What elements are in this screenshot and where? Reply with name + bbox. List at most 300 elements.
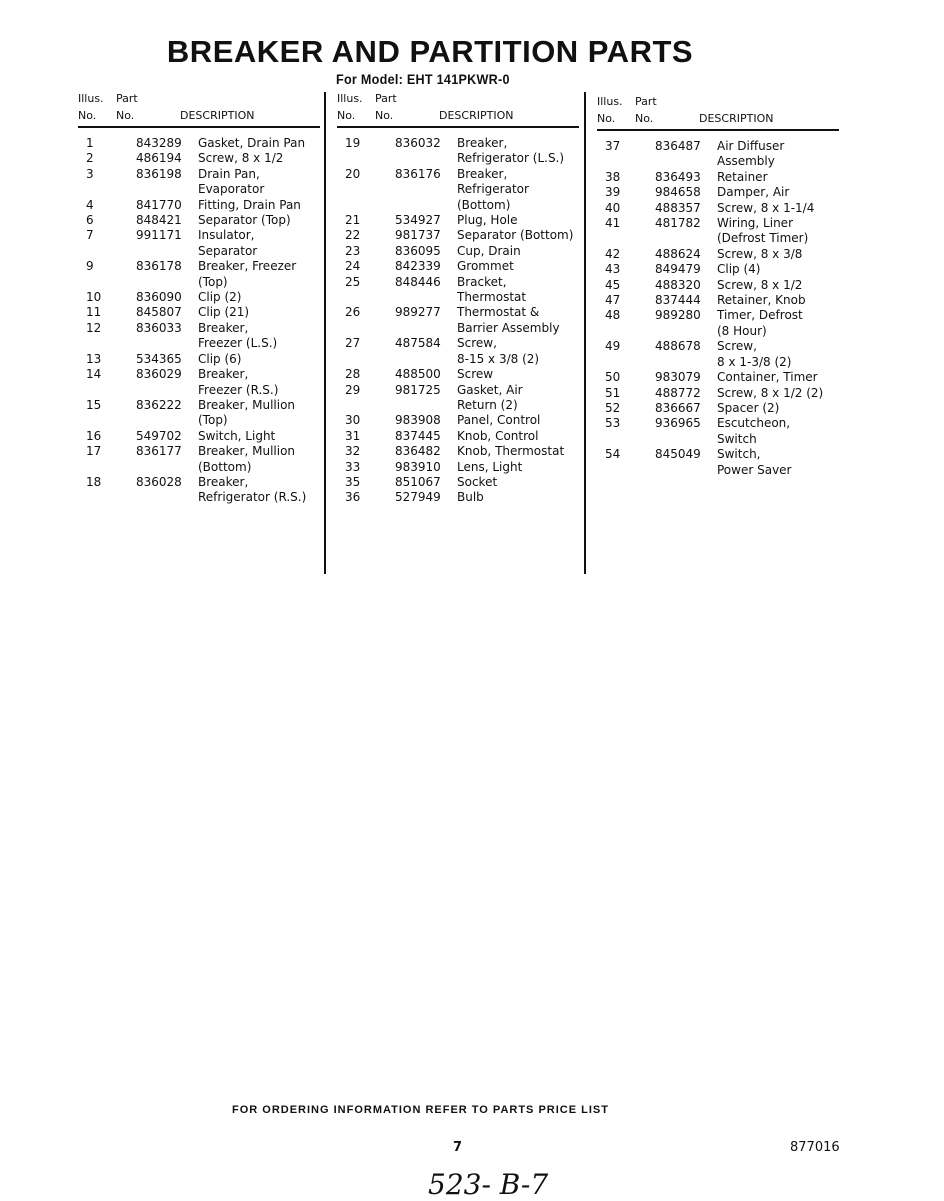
part-description (198, 151, 323, 166)
description-line: Breaker, (198, 320, 249, 335)
description-line: Screw, 8 x 1/2 (717, 277, 803, 292)
header-illus-no: No. (597, 112, 616, 125)
part-number: 527949 (395, 490, 441, 505)
table-row (597, 216, 842, 247)
description-line: Switch, Light (198, 428, 276, 443)
illus-number: 20 (345, 166, 361, 181)
description-line: Screw, 8 x 1/2 (198, 151, 284, 166)
column-divider (584, 92, 586, 574)
part-description (198, 167, 323, 198)
description-line: Clip (6) (198, 351, 242, 366)
description-line: Breaker, (198, 474, 249, 489)
part-description (717, 170, 842, 185)
illus-number: 32 (345, 444, 361, 459)
part-description (457, 490, 582, 505)
description-line: Breaker, (457, 136, 508, 150)
part-number: 983079 (655, 370, 701, 385)
part-number: 983910 (395, 459, 441, 474)
description-line: Freezer (L.S.) (198, 336, 278, 351)
part-number: 837444 (655, 293, 701, 308)
description-line: Separator (Bottom) (457, 228, 574, 243)
table-row (597, 139, 842, 170)
description-line: Drain Pan, (198, 166, 260, 181)
illus-number: 3 (86, 166, 94, 181)
part-number: 836095 (395, 243, 441, 258)
header-rule (337, 126, 579, 128)
parts-list (597, 139, 842, 478)
table-row (78, 136, 323, 151)
illus-number: 48 (605, 308, 621, 323)
illus-number: 24 (345, 259, 361, 274)
part-description (717, 370, 842, 385)
part-number: 845807 (136, 305, 182, 320)
table-row (337, 336, 582, 367)
table-row (337, 305, 582, 336)
header-illus: Illus. (337, 92, 363, 105)
part-number: 836198 (136, 166, 182, 181)
description-line: Refrigerator (457, 182, 529, 197)
part-description (717, 247, 842, 262)
part-description (198, 213, 323, 228)
part-number: 848446 (395, 274, 441, 289)
table-row (337, 167, 582, 213)
table-row (78, 398, 323, 429)
description-line: (Bottom) (457, 197, 511, 212)
header-part-no: No. (116, 109, 135, 122)
part-number: 487584 (395, 336, 441, 351)
description-line: Thermostat (457, 290, 527, 305)
illus-number: 40 (605, 200, 621, 215)
part-description (717, 401, 842, 416)
table-row (597, 170, 842, 185)
part-description (717, 386, 842, 401)
illus-number: 42 (605, 246, 621, 261)
description-line: Clip (2) (198, 290, 242, 305)
description-line: Breaker, (457, 166, 508, 181)
part-number: 488500 (395, 367, 441, 382)
part-description (717, 139, 842, 170)
part-number: 991171 (136, 228, 182, 243)
illus-number: 29 (345, 382, 361, 397)
table-row (597, 401, 842, 416)
illus-number: 35 (345, 474, 361, 489)
illus-number: 38 (605, 169, 621, 184)
description-line: Lens, Light (457, 459, 523, 474)
table-row (597, 308, 842, 339)
part-number: 845049 (655, 447, 701, 462)
description-line: Breaker, (198, 367, 249, 382)
illus-number: 31 (345, 428, 361, 443)
illus-number: 54 (605, 447, 621, 462)
header-part-no: No. (635, 112, 654, 125)
part-description (198, 321, 323, 352)
part-number: 836178 (136, 259, 182, 274)
description-line: Insulator, (198, 228, 255, 243)
description-line: Grommet (457, 259, 514, 274)
description-line: Bulb (457, 490, 484, 505)
table-row (78, 167, 323, 198)
part-description (198, 259, 323, 290)
table-row (78, 475, 323, 506)
description-line: Separator (198, 243, 258, 258)
part-number: 843289 (136, 136, 182, 150)
table-row (78, 321, 323, 352)
illus-number: 49 (605, 339, 621, 354)
description-line: Freezer (R.S.) (198, 382, 279, 397)
description-line: Socket (457, 474, 498, 489)
table-row (597, 370, 842, 385)
document-number: 877016 (790, 1140, 840, 1155)
description-line: (8 Hour) (717, 323, 767, 338)
illus-number: 51 (605, 385, 621, 400)
part-description (198, 305, 323, 320)
illus-number: 37 (605, 139, 621, 153)
table-row (337, 275, 582, 306)
part-number: 984658 (655, 185, 701, 200)
part-description (457, 305, 582, 336)
header-rule (597, 129, 839, 131)
header-part: Part (116, 92, 138, 105)
table-row (78, 290, 323, 305)
table-header (597, 95, 842, 131)
part-description (457, 336, 582, 367)
header-description: DESCRIPTION (699, 112, 774, 125)
header-part: Part (375, 92, 397, 105)
table-row (78, 367, 323, 398)
illus-number: 12 (86, 320, 102, 335)
illus-number: 33 (345, 459, 361, 474)
illus-number: 13 (86, 351, 102, 366)
part-description (457, 228, 582, 243)
illus-number: 21 (345, 213, 361, 228)
description-line: Damper, Air (717, 185, 790, 200)
part-number: 848421 (136, 213, 182, 228)
description-line: Screw, (717, 339, 757, 354)
description-line: Knob, Control (457, 428, 539, 443)
description-line: (Defrost Timer) (717, 231, 809, 246)
description-line: Thermostat & (457, 305, 540, 320)
part-number: 836032 (395, 136, 441, 150)
part-number: 488624 (655, 246, 701, 261)
part-description (717, 262, 842, 277)
part-description (717, 339, 842, 370)
description-line: Clip (21) (198, 305, 250, 320)
description-line: Plug, Hole (457, 213, 518, 228)
part-number: 836177 (136, 444, 182, 459)
description-line: Fitting, Drain Pan (198, 197, 301, 212)
part-description (457, 383, 582, 414)
header-rule (78, 126, 320, 128)
illus-number: 47 (605, 293, 621, 308)
part-number: 837445 (395, 428, 441, 443)
illus-number: 53 (605, 416, 621, 431)
table-row (78, 444, 323, 475)
table-row (337, 213, 582, 228)
illus-number: 16 (86, 428, 102, 443)
description-line: Wiring, Liner (717, 216, 793, 231)
illus-number: 11 (86, 305, 102, 320)
table-row (597, 247, 842, 262)
illus-number: 2 (86, 151, 94, 166)
table-row (597, 339, 842, 370)
part-description (198, 198, 323, 213)
part-number: 549702 (136, 428, 182, 443)
table-row (337, 475, 582, 490)
table-row (78, 228, 323, 259)
part-description (198, 429, 323, 444)
part-description (457, 244, 582, 259)
description-line: Gasket, Air (457, 382, 523, 397)
part-description (198, 290, 323, 305)
table-header (78, 92, 323, 128)
part-description (457, 213, 582, 228)
illus-number: 17 (86, 444, 102, 459)
illus-number: 10 (86, 290, 102, 305)
table-row (78, 213, 323, 228)
part-description (457, 444, 582, 459)
table-row (597, 416, 842, 447)
illus-number: 6 (86, 213, 94, 228)
description-line: Separator (Top) (198, 213, 291, 228)
part-number: 981737 (395, 228, 441, 243)
illus-number: 14 (86, 367, 102, 382)
parts-list (78, 136, 323, 506)
part-number: 989277 (395, 305, 441, 320)
description-line: Breaker, Mullion (198, 444, 296, 459)
description-line: Switch (717, 431, 757, 446)
part-description (457, 460, 582, 475)
description-line: Gasket, Drain Pan (198, 136, 306, 150)
part-number: 481782 (655, 216, 701, 231)
part-description (457, 475, 582, 490)
part-description (717, 293, 842, 308)
model-subtitle: For Model: EHT 141PKWR-0 (336, 71, 510, 87)
table-row (597, 447, 842, 478)
table-row (597, 262, 842, 277)
illus-number: 1 (86, 136, 94, 150)
page-title: BREAKER AND PARTITION PARTS (166, 34, 694, 69)
header-part: Part (635, 95, 657, 108)
description-line: Power Saver (717, 462, 792, 477)
table-row (337, 259, 582, 274)
part-description (717, 278, 842, 293)
table-row (337, 413, 582, 428)
handwritten-note: 523- B-7 (428, 1168, 549, 1201)
part-number: 836222 (136, 397, 182, 412)
part-description (198, 136, 323, 151)
part-description (717, 185, 842, 200)
illus-number: 15 (86, 397, 102, 412)
illus-number: 25 (345, 274, 361, 289)
part-number: 836029 (136, 367, 182, 382)
description-line: 8 x 1-3/8 (2) (717, 354, 792, 369)
header-description: DESCRIPTION (180, 109, 255, 122)
description-line: Switch, (717, 447, 761, 462)
parts-column-2 (337, 92, 582, 505)
part-number: 983908 (395, 413, 441, 428)
illus-number: 39 (605, 185, 621, 200)
table-header (337, 92, 582, 128)
part-number: 989280 (655, 308, 701, 323)
part-number: 836493 (655, 169, 701, 184)
parts-column-3 (597, 95, 842, 477)
header-illus-no: No. (78, 109, 97, 122)
description-line: Timer, Defrost (717, 308, 803, 323)
illus-number: 7 (86, 228, 94, 243)
table-row (337, 383, 582, 414)
part-description (198, 398, 323, 429)
description-line: (Top) (198, 413, 228, 428)
part-number: 836176 (395, 166, 441, 181)
part-number: 836033 (136, 320, 182, 335)
description-line: Breaker, Mullion (198, 397, 296, 412)
illus-number: 26 (345, 305, 361, 320)
part-number: 534365 (136, 351, 182, 366)
part-description (457, 367, 582, 382)
table-row (337, 136, 582, 167)
description-line: Screw, (457, 336, 497, 351)
illus-number: 23 (345, 243, 361, 258)
table-row (337, 460, 582, 475)
part-number: 488320 (655, 277, 701, 292)
part-number: 836487 (655, 139, 701, 153)
description-line: Container, Timer (717, 370, 818, 385)
part-description (198, 475, 323, 506)
description-line: Screw (457, 367, 494, 382)
table-row (78, 259, 323, 290)
illus-number: 18 (86, 474, 102, 489)
part-description (457, 167, 582, 213)
part-number: 486194 (136, 151, 182, 166)
description-line: 8-15 x 3/8 (2) (457, 351, 540, 366)
table-row (337, 429, 582, 444)
table-row (337, 228, 582, 243)
description-line: Screw, 8 x 1-1/4 (717, 200, 815, 215)
part-description (198, 228, 323, 259)
illus-number: 41 (605, 216, 621, 231)
description-line: Screw, 8 x 1/2 (2) (717, 385, 824, 400)
description-line: Breaker, Freezer (198, 259, 297, 274)
illus-number: 36 (345, 490, 361, 505)
part-number: 534927 (395, 213, 441, 228)
header-illus-no: No. (337, 109, 356, 122)
description-line: Panel, Control (457, 413, 541, 428)
illus-number: 22 (345, 228, 361, 243)
part-number: 488357 (655, 200, 701, 215)
illus-number: 45 (605, 277, 621, 292)
part-description (717, 416, 842, 447)
part-description (198, 352, 323, 367)
parts-column-1 (78, 92, 323, 505)
description-line: Assembly (717, 154, 775, 169)
part-description (717, 308, 842, 339)
table-row (597, 185, 842, 200)
part-number: 836667 (655, 400, 701, 415)
ordering-note: FOR ORDERING INFORMATION REFER TO PARTS PRICE LIST (232, 1104, 609, 1116)
description-line: Barrier Assembly (457, 320, 560, 335)
table-row (78, 198, 323, 213)
part-description (457, 413, 582, 428)
part-description (717, 201, 842, 216)
page-number: 7 (453, 1140, 463, 1155)
description-line: Evaporator (198, 182, 265, 197)
part-description (717, 447, 842, 478)
description-line: Air Diffuser (717, 139, 785, 153)
header-illus: Illus. (78, 92, 104, 105)
table-row (337, 444, 582, 459)
column-divider (324, 92, 326, 574)
description-line: Spacer (2) (717, 400, 780, 415)
part-number: 488772 (655, 385, 701, 400)
description-line: Escutcheon, (717, 416, 791, 431)
description-line: (Top) (198, 274, 228, 289)
description-line: Bracket, (457, 274, 507, 289)
table-row (78, 352, 323, 367)
description-line: Refrigerator (R.S.) (198, 490, 307, 505)
illus-number: 9 (86, 259, 94, 274)
description-line: Refrigerator (L.S.) (457, 151, 565, 166)
illus-number: 19 (345, 136, 361, 150)
part-number: 488678 (655, 339, 701, 354)
part-number: 851067 (395, 474, 441, 489)
part-number: 836090 (136, 290, 182, 305)
part-description (457, 275, 582, 306)
description-line: Knob, Thermostat (457, 444, 565, 459)
illus-number: 28 (345, 367, 361, 382)
illus-number: 27 (345, 336, 361, 351)
illus-number: 30 (345, 413, 361, 428)
part-description (457, 429, 582, 444)
description-line: Retainer (717, 169, 768, 184)
part-number: 981725 (395, 382, 441, 397)
illus-number: 4 (86, 197, 94, 212)
table-row (78, 305, 323, 320)
description-line: Clip (4) (717, 262, 761, 277)
table-row (78, 151, 323, 166)
header-part-no: No. (375, 109, 394, 122)
part-number: 849479 (655, 262, 701, 277)
table-row (337, 490, 582, 505)
part-description (717, 216, 842, 247)
description-line: Return (2) (457, 397, 518, 412)
header-description: DESCRIPTION (439, 109, 514, 122)
part-number: 842339 (395, 259, 441, 274)
table-row (597, 201, 842, 216)
table-row (78, 429, 323, 444)
table-row (337, 367, 582, 382)
header-illus: Illus. (597, 95, 623, 108)
description-line: (Bottom) (198, 459, 252, 474)
description-line: Cup, Drain (457, 243, 521, 258)
part-description (457, 136, 582, 167)
part-number: 841770 (136, 197, 182, 212)
part-number: 836028 (136, 474, 182, 489)
illus-number: 50 (605, 370, 621, 385)
description-line: Screw, 8 x 3/8 (717, 246, 803, 261)
table-row (597, 293, 842, 308)
parts-list (337, 136, 582, 506)
part-number: 936965 (655, 416, 701, 431)
part-description (198, 367, 323, 398)
table-row (597, 386, 842, 401)
table-row (337, 244, 582, 259)
illus-number: 43 (605, 262, 621, 277)
part-description (457, 259, 582, 274)
description-line: Retainer, Knob (717, 293, 806, 308)
table-row (597, 278, 842, 293)
part-number: 836482 (395, 444, 441, 459)
part-description (198, 444, 323, 475)
